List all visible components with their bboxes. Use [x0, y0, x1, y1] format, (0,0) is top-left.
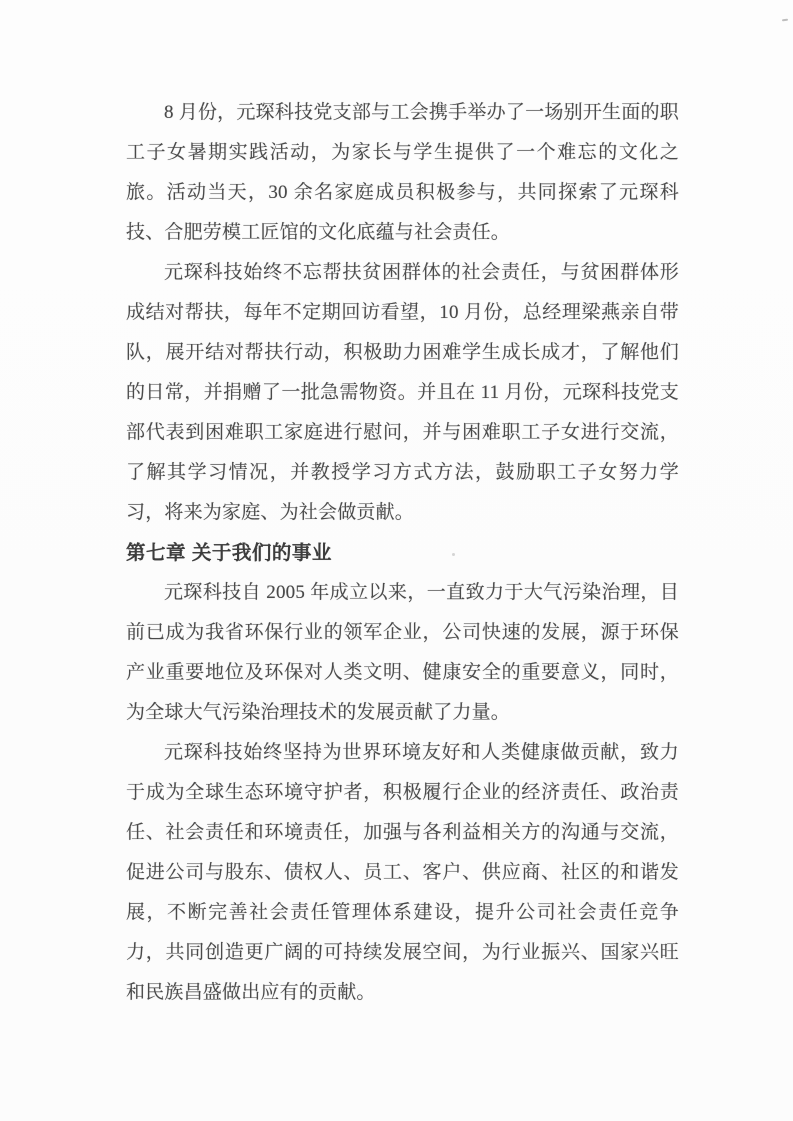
scan-speck	[263, 708, 265, 715]
paragraph-responsibility-commitment: 元琛科技始终坚持为世界环境友好和人类健康做贡献，致力于成为全球生态环境守护者，积极履行企业的经济责任、政治责任、社会责任和环境责任，加强与各利益相关方的沟通与交流，促进公司与股东、债权人、员工、客户、供应商、社区的和谐发展，不断完善社会责任管理体系建设，提升公司社会责任竞争力，共同创造更广阔的可持续发展空间，为行业振兴、国家兴旺和民族昌盛做出应有的贡献。	[126, 742, 679, 1003]
paragraph-poverty-support: 元琛科技始终不忘帮扶贫困群体的社会责任，与贫困群体形成结对帮扶，每年不定期回访看望，10 月份，总经理梁燕亲自带队，展开结对帮扶行动，积极助力困难学生成长成才，了解他们的日常，并捐赠了一批急需物资。并且在 11 月份，元琛科技党支部代表到困难职工家庭进行慰问，并与困难职工子女进行交流，了解其学习情况，并教授学习方式方法，鼓励职工子女努力学习，将来为家庭、为社会做贡献。	[126, 262, 679, 523]
scan-speck	[782, 19, 788, 22]
paragraph-company-history: 元琛科技自 2005 年成立以来，一直致力于大气污染治理，目前已成为我省环保行业的领军企业，公司快速的发展，源于环保产业重要地位及环保对人类文明、健康安全的重要意义，同时，为全球大气污染治理技术的发展贡献了力量。	[126, 582, 679, 723]
paragraph-summer-activity: 8 月份，元琛科技党支部与工会携手举办了一场别开生面的职工子女暑期实践活动，为家长与学生提供了一个难忘的文化之旅。活动当天，30 余名家庭成员积极参与，共同探索了元琛科技、合肥劳模工匠馆的文化底蕴与社会责任。	[126, 102, 679, 243]
scan-speck	[452, 553, 455, 556]
chapter-heading: 第七章 关于我们的事业	[126, 542, 332, 564]
